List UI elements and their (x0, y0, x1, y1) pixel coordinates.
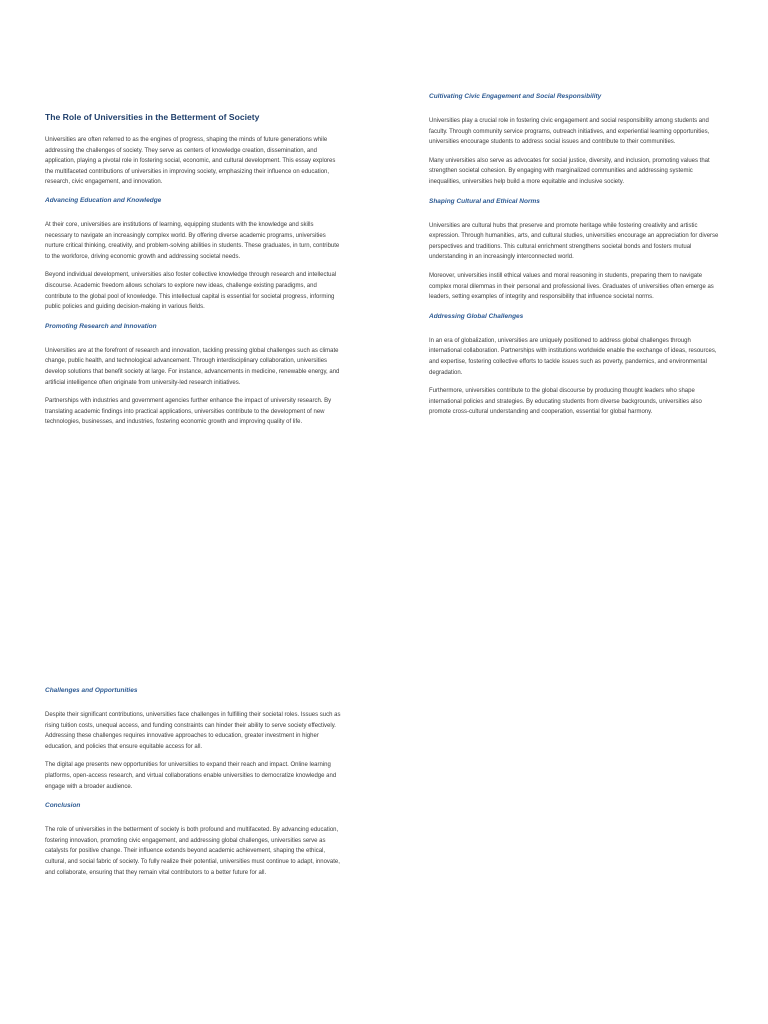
section-paragraph: Beyond individual development, universities also foster collective knowledge through research and intellectual discourse. Academic freedom allows scholars to explore new ideas, challenge existing paradigms, and contribute to the global pool of knowledge. This intellectual capital is essential for societal progress, informing public policies and guiding decision-making in various fields. (45, 272, 337, 311)
section-heading-conclusion: Conclusion (45, 802, 81, 810)
section-heading-global-challenges: Addressing Global Challenges (429, 312, 524, 320)
section-paragraph: Universities are at the forefront of research and innovation, tackling pressing global challenges such as climate change, public health, and technological advancement. Through interdisciplinary collaboration, universities develop solutions that benefit society at large. For instance, advancements in medicine, renewable energy, and artificial intelligence often originate from university-led research initiatives. (45, 347, 340, 386)
section-heading-civic-engagement: Cultivating Civic Engagement and Social Responsibility (429, 93, 602, 100)
right-column (429, 92, 725, 426)
section-paragraph: The digital age presents new opportunities for universities to expand their reach and impact. Online learning platforms, open-access research, and virtual collaborations enable universities to democratize knowledge and engage with a broader audience. (45, 762, 337, 790)
section-paragraph: Despite their significant contributions, universities face challenges in fulfilling their societal roles. Issues such as rising tuition costs, unequal access, and funding constraints can hinder their ability to serve society effectively. Addressing these challenges requires innovative approaches to education, greater investment in higher education, and policies that ensure equitable access for all. (45, 712, 341, 750)
section-paragraph: Universities are cultural hubs that preserve and promote heritage while fostering creativity and artistic expression. Through humanities, arts, and cultural studies, universities encourage an appreciation for diverse perspectives and traditions. This cultural enrichment strengthens societal bonds and fosters mutual understanding in an increasingly interconnected world. (429, 222, 719, 261)
section-heading-promoting-research: Promoting Research and Innovation (45, 322, 157, 330)
section-paragraph: Moreover, universities instill ethical values and moral reasoning in students, preparing them to navigate complex moral dilemmas in their personal and professional lives. Graduates of universities often emerge as leaders, setting examples of integrity and responsibility that influence societal norms. (429, 272, 714, 301)
intro-paragraph: Universities are often referred to as the engines of progress, shaping the minds of future generations while addressing the challenges of society. They serve as centers of knowledge creation, dissemination, and application, playing a pivotal role in fostering social, economic, and cultural development. This essay explores the multifaceted contributions of universities in improving society, emphasizing their influence on education, research, civic engagement, and innovation. (45, 137, 336, 186)
section-paragraph: The role of universities in the betterment of society is both profound and multifaceted. By advancing education, fostering innovation, promoting civic engagement, and addressing global challenges, universities serve as catalysts for positive change. Their influence extends beyond academic achievement, shaping the ethical, cultural, and social fabric of society. To fully realize their potential, universities must continue to adapt, innovate, and collaborate, ensuring that they remain vital contributors to a better future for all. (45, 827, 340, 876)
section-paragraph: Furthermore, universities contribute to the global discourse by producing thought leaders who shape international policies and strategies. By educating students from diverse backgrounds, universities also promote cross-cultural understanding and cooperation, essential for global harmony. (429, 388, 702, 416)
document-title: The Role of Universities in the Betterment of Society (45, 112, 260, 122)
section-paragraph: Partnerships with industries and government agencies further enhance the impact of university research. By translating academic findings into practical applications, universities contribute to the development of new technologies, businesses, and industries, fostering economic growth and improving quality of life. (45, 398, 332, 426)
section-heading-advancing-education: Advancing Education and Knowledge (45, 196, 162, 204)
section-heading-cultural-ethical-norms: Shaping Cultural and Ethical Norms (429, 197, 540, 205)
left-column-bottom (45, 686, 341, 886)
section-paragraph: Many universities also serve as advocates for social justice, diversity, and inclusion, promoting values that strengthen societal cohesion. By engaging with marginalized communities and addressing systemic inequalities, universities help build a more equitable and inclusive society. (429, 157, 710, 185)
section-paragraph: In an era of globalization, universities are uniquely positioned to address global challenges through international collaboration. Partnerships with institutions worldwide enable the exchange of ideas, resources, and expertise, fostering collective efforts to tackle issues such as poverty, pandemics, and environmental degradation. (429, 337, 717, 376)
section-paragraph: Universities play a crucial role in fostering civic engagement and social responsibility among students and faculty. Through community service programs, outreach initiatives, and experiential learning opportunities, universities encourage students to address social issues and contribute to their communities. (429, 118, 710, 146)
left-column-top (45, 111, 341, 436)
section-heading-challenges-opportunities: Challenges and Opportunities (45, 687, 138, 694)
section-paragraph: At their core, universities are institutions of learning, equipping students with the knowledge and skills necessary to navigate an increasingly complex world. By offering diverse academic programs, universities nurture critical thinking, creativity, and problem-solving abilities in students. These graduates, in turn, contribute to the workforce, driving economic growth and addressing societal needs. (45, 221, 340, 260)
